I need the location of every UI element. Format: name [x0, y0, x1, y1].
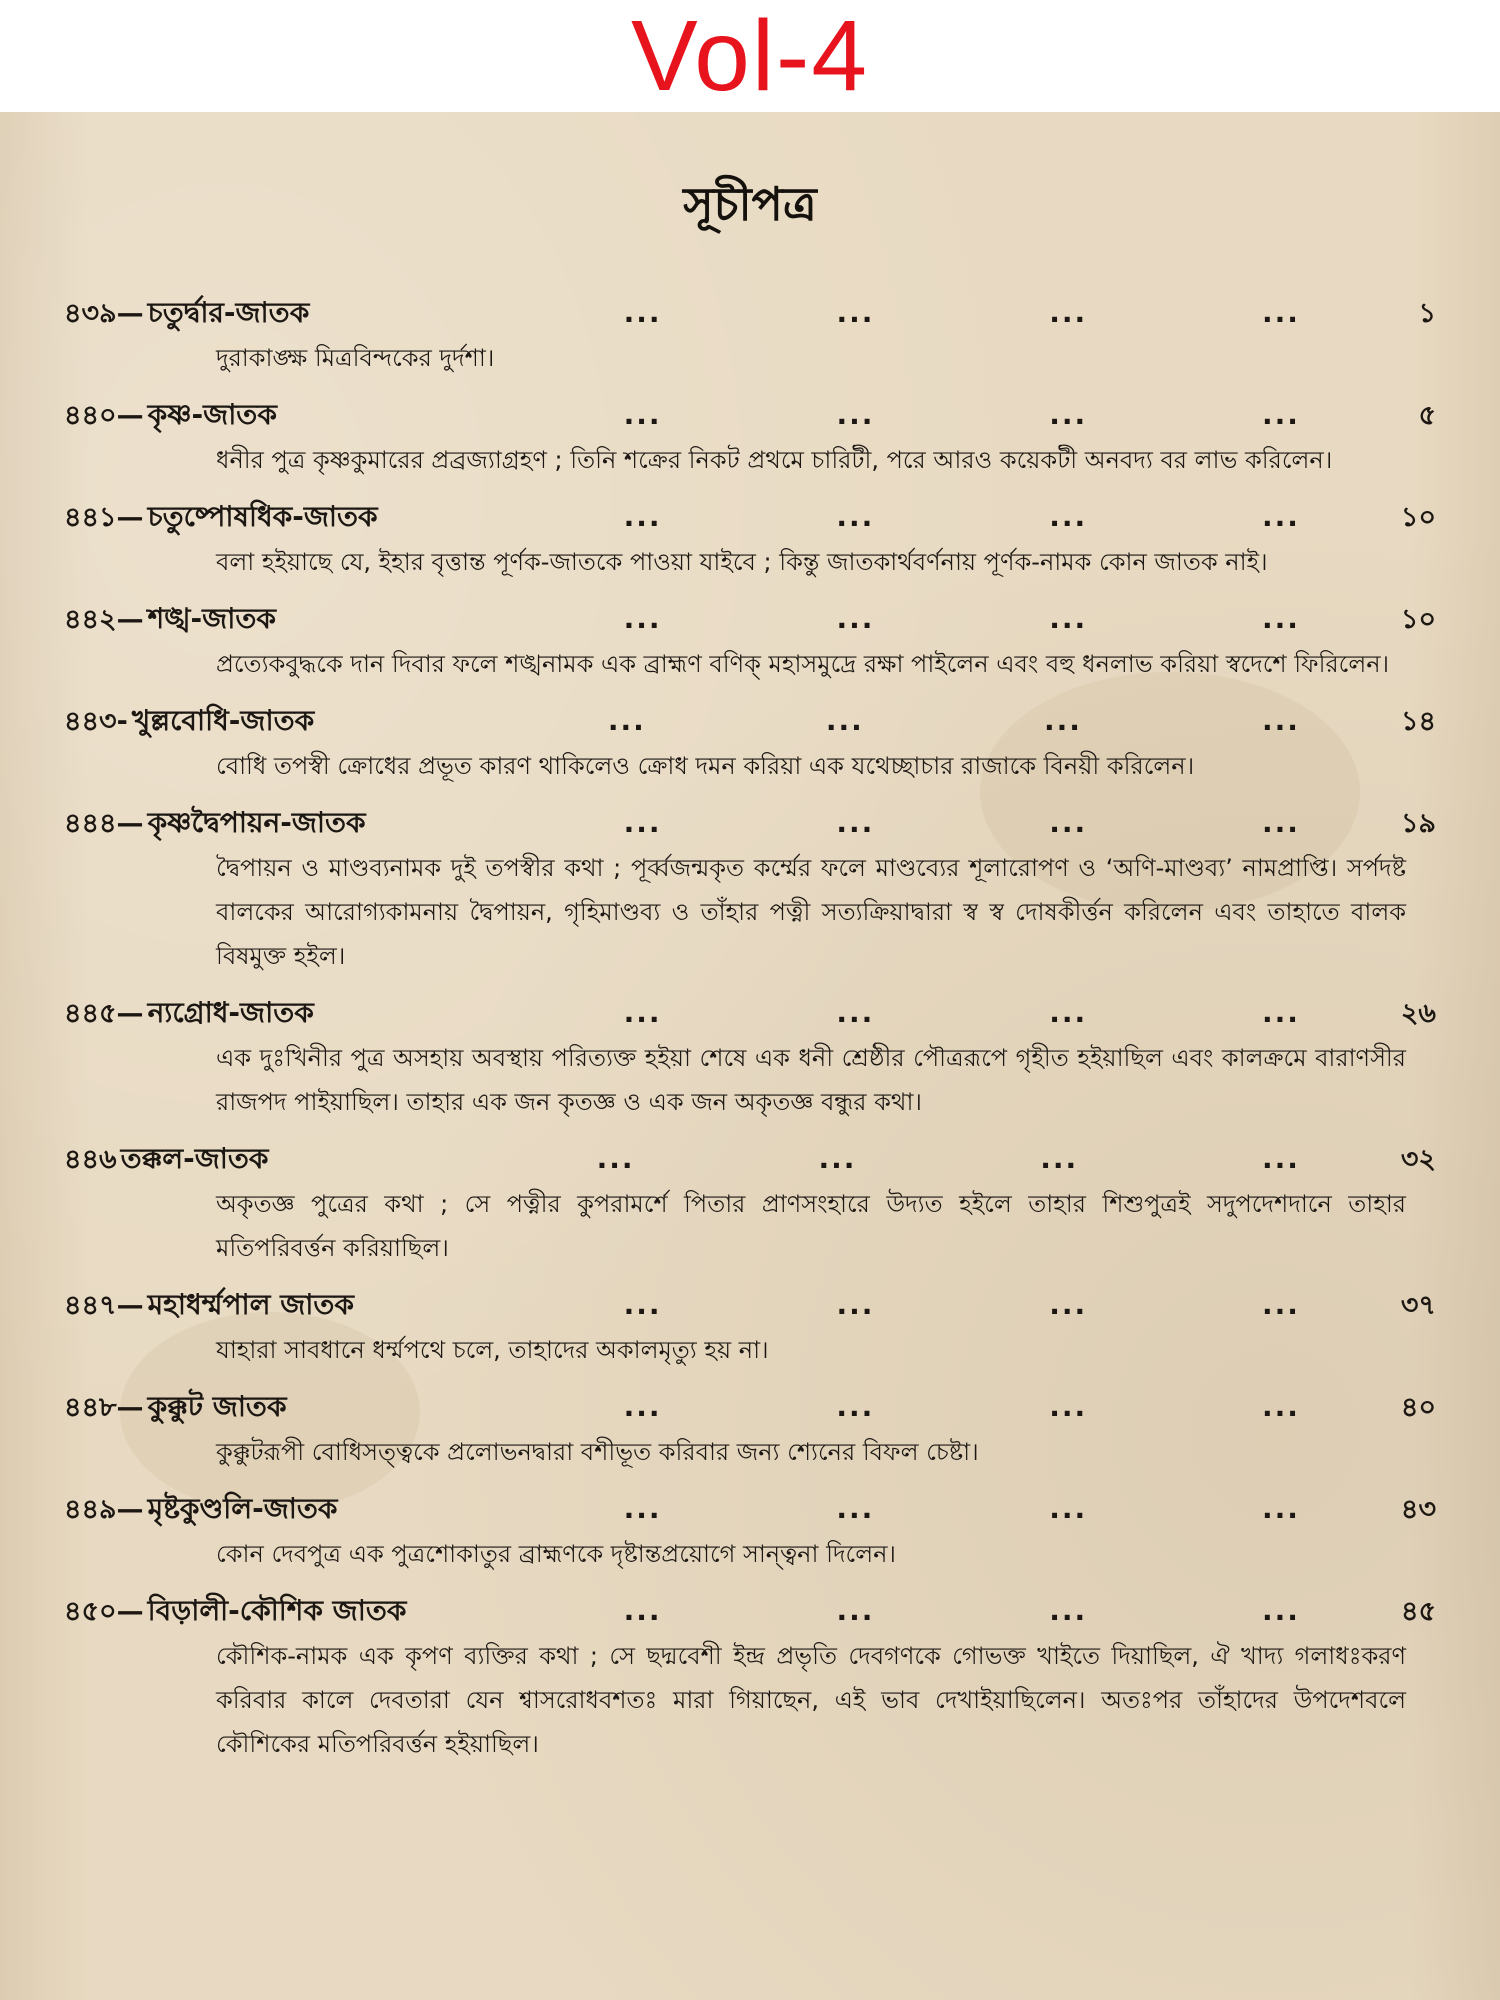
- dot-leader: [568, 990, 1376, 1036]
- dot-leader: [568, 596, 1376, 642]
- entry-number: ৪৪১—: [64, 502, 144, 533]
- dot-leader: [552, 698, 1376, 744]
- entry-title: চতুষ্পোষধিক-জাতক: [147, 500, 378, 533]
- entry-title: তক্কল-জাতক: [120, 1142, 269, 1175]
- entry-number: ৪৪৮—: [64, 1392, 144, 1423]
- leader-dots: ...: [836, 296, 875, 329]
- dot-leader: [568, 800, 1376, 846]
- leader-dots: ...: [825, 704, 864, 737]
- leader-dots: ...: [1262, 602, 1300, 635]
- entry-number: ৪৪৬: [64, 1144, 117, 1175]
- leader-dots: ...: [623, 500, 662, 533]
- leader-dots: ...: [836, 806, 875, 839]
- entry-number: ৪৪৪—: [64, 808, 144, 839]
- dot-leader: [568, 1588, 1376, 1634]
- leader-dots: ...: [623, 398, 662, 431]
- leader-dots: ...: [1262, 996, 1300, 1029]
- leader-dots: ...: [836, 996, 875, 1029]
- leader-dots: ...: [623, 1288, 662, 1321]
- entry-number: ৪৫০—: [64, 1596, 144, 1627]
- entry-page-number: ২৬: [1400, 998, 1436, 1029]
- dot-leader: [568, 1384, 1376, 1430]
- entry-number: ৪৩৯—: [64, 298, 144, 329]
- leader-dots: ...: [836, 398, 875, 431]
- entry-heading-row: [64, 1282, 1436, 1328]
- entry-description: ধনীর পুত্র কৃষ্ণকুমারের প্রব্রজ্যাগ্রহণ ; তিনি শক্রের নিকট প্রথমে চারিটী, পরে আরও কয়েকটী অনবদ্য বর লাভ করিলেন।: [216, 446, 1333, 474]
- contents-list: [64, 290, 1436, 1778]
- leader-dots: ...: [1262, 296, 1300, 329]
- entry-heading-row: [64, 800, 1436, 846]
- entry-number: ৪৪৭—: [64, 1290, 144, 1321]
- entry-page-number: ১৯: [1400, 808, 1436, 839]
- dot-leader: [568, 494, 1376, 540]
- entry-heading-row: [64, 698, 1436, 744]
- entry-number: ৪৪৯—: [64, 1494, 144, 1525]
- entry-page-number: ১: [1418, 298, 1436, 329]
- entry-number: ৪৪২—: [64, 604, 144, 635]
- leader-dots: ...: [607, 704, 646, 737]
- entry-heading-row: [64, 494, 1436, 540]
- entry-page-number: ৪৩: [1400, 1494, 1436, 1525]
- entry-page-number: ৫: [1418, 400, 1436, 431]
- dot-leader: [568, 1486, 1376, 1532]
- entry-page-number: ১০: [1400, 502, 1436, 533]
- entry-number: ৪৪৩-: [64, 706, 128, 737]
- entry-number: ৪৪০—: [64, 400, 144, 431]
- entry-heading-row: [64, 392, 1436, 438]
- contents-entry: [64, 1136, 1436, 1270]
- entry-heading-row: [64, 990, 1436, 1036]
- volume-title: Vol-4: [631, 0, 869, 112]
- contents-entry: [64, 494, 1436, 584]
- entry-number: ৪৪৫—: [64, 998, 144, 1029]
- dot-leader: [568, 290, 1376, 336]
- leader-dots: ...: [836, 602, 875, 635]
- leader-dots: ...: [623, 1390, 662, 1423]
- leader-dots: ...: [596, 1142, 635, 1175]
- leader-dots: ...: [1049, 296, 1088, 329]
- entry-description: প্রত্যেকবুদ্ধকে দান দিবার ফলে শঙ্খনামক এক ব্রাহ্মণ বণিক্‌ মহাসমুদ্রে রক্ষা পাইলেন এবং বহু ধনলাভ করিয়া স্বদেশে ফিরিলেন।: [216, 650, 1390, 678]
- leader-dots: ...: [1262, 704, 1300, 737]
- volume-banner: [0, 0, 1500, 112]
- contents-entry: [64, 1282, 1436, 1372]
- leader-dots: ...: [836, 1492, 875, 1525]
- leader-dots: ...: [623, 806, 662, 839]
- leader-dots: ...: [836, 1288, 875, 1321]
- book-page: [0, 112, 1500, 2000]
- leader-dots: ...: [623, 1594, 662, 1627]
- entry-heading-row: [64, 1486, 1436, 1532]
- leader-dots: ...: [1049, 806, 1088, 839]
- entry-title: মহাধর্ম্মপাল জাতক: [147, 1288, 354, 1321]
- leader-dots: ...: [623, 296, 662, 329]
- entry-description: দ্বৈপায়ন ও মাণ্ডব্যনামক দুই তপস্বীর কথা ; পূর্ব্বজন্মকৃত কর্ম্মের ফলে মাণ্ডব্যের শূলারোপণ ও ‘অণি-মাণ্ডব্য’ নামপ্রাপ্তি। সর্পদষ্ট বালকের আরোগ্যকামনায় দ্বৈপায়ন, গৃহিমাণ্ডব্য ও তাঁহার পত্নী সত্যক্রিয়াদ্বারা স্ব স্ব দোষকীর্ত্তন করিলেন এবং তাহাতে বালক বিষমুক্ত হইল।: [216, 854, 1406, 970]
- entry-heading-row: [64, 1588, 1436, 1634]
- entry-page-number: ৪০: [1400, 1392, 1436, 1423]
- dot-leader: [568, 392, 1376, 438]
- contents-heading: সূচীপত্র: [683, 177, 817, 231]
- contents-entry: [64, 990, 1436, 1124]
- leader-dots: ...: [836, 1390, 875, 1423]
- contents-entry: [64, 1486, 1436, 1576]
- entry-description: যাহারা সাবধানে ধর্ম্মপথে চলে, তাহাদের অকালমৃত্যু হয় না।: [216, 1336, 769, 1364]
- contents-entry: [64, 392, 1436, 482]
- entry-heading-row: [64, 290, 1436, 336]
- entry-description: এক দুঃখিনীর পুত্র অসহায় অবস্থায় পরিত্যক্ত হইয়া শেষে এক ধনী শ্রেষ্ঠীর পৌত্ররূপে গৃহীত হইয়াছিল এবং কালক্রমে বারাণসীর রাজপদ পাইয়াছিল। তাহার এক জন কৃতজ্ঞ ও এক জন অকৃতজ্ঞ বন্ধুর কথা।: [216, 1044, 1406, 1116]
- leader-dots: ...: [1049, 1492, 1088, 1525]
- entry-title: কৃষ্ণদ্বৈপায়ন-জাতক: [147, 806, 366, 839]
- entry-heading-row: [64, 1136, 1436, 1182]
- entry-description: বোধি তপস্বী ক্রোধের প্রভূত কারণ থাকিলেও ক্রোধ দমন করিয়া এক যথেচ্ছাচার রাজাকে বিনয়ী করিলেন।: [216, 752, 1195, 780]
- leader-dots: ...: [1262, 1142, 1300, 1175]
- contents-entry: [64, 1588, 1436, 1766]
- leader-dots: ...: [1262, 1288, 1300, 1321]
- entry-description: কুক্কুটরূপী বোধিসত্ত্বকে প্রলোভনদ্বারা বশীভূত করিবার জন্য শ্যেনের বিফল চেষ্টা।: [216, 1438, 979, 1466]
- leader-dots: ...: [818, 1142, 857, 1175]
- leader-dots: ...: [1040, 1142, 1079, 1175]
- leader-dots: ...: [1049, 1288, 1088, 1321]
- entry-page-number: ৩২: [1400, 1144, 1436, 1175]
- leader-dots: ...: [1049, 1390, 1088, 1423]
- entry-page-number: ৩৭: [1400, 1290, 1436, 1321]
- contents-entry: [64, 698, 1436, 788]
- leader-dots: ...: [836, 1594, 875, 1627]
- entry-title: ন্যগ্রোধ-জাতক: [147, 996, 314, 1029]
- leader-dots: ...: [1049, 398, 1088, 431]
- entry-title: খুল্লবোধি-জাতক: [131, 704, 315, 737]
- leader-dots: ...: [1049, 996, 1088, 1029]
- leader-dots: ...: [623, 996, 662, 1029]
- leader-dots: ...: [1043, 704, 1082, 737]
- entry-title: বিড়ালী-কৌশিক জাতক: [147, 1594, 407, 1627]
- entry-title: শঙ্খ-জাতক: [147, 602, 276, 635]
- dot-leader: [568, 1282, 1376, 1328]
- contents-entry: [64, 290, 1436, 380]
- entry-title: মৃষ্টকুণ্ডলি-জাতক: [147, 1492, 338, 1525]
- leader-dots: ...: [1049, 602, 1088, 635]
- leader-dots: ...: [1049, 500, 1088, 533]
- leader-dots: ...: [1262, 806, 1300, 839]
- entry-description: অকৃতজ্ঞ পুত্রের কথা ; সে পত্নীর কুপরামর্শে পিতার প্রাণসংহারে উদ্যত হইলে তাহার শিশুপুত্রই সদুপদেশদানে তাহার মতিপরিবর্ত্তন করিয়াছিল।: [216, 1190, 1406, 1262]
- entry-description: কৌশিক-নামক এক কৃপণ ব্যক্তির কথা ; সে ছদ্মবেশী ইন্দ্র প্রভৃতি দেবগণকে গোভক্ত খাইতে দিয়াছিল, ঐ খাদ্য গলাধঃকরণ করিবার কালে দেবতারা যেন শ্বাসরোধবশতঃ মারা গিয়াছেন, এই ভাব দেখাইয়াছিলেন। অতঃপর তাঁহাদের উপদেশবলে কৌশিকের মতিপরিবর্ত্তন হইয়াছিল।: [216, 1642, 1406, 1758]
- leader-dots: ...: [1262, 500, 1300, 533]
- entry-page-number: ১০: [1400, 604, 1436, 635]
- leader-dots: ...: [836, 500, 875, 533]
- entry-title: কুক্কুট জাতক: [147, 1390, 287, 1423]
- leader-dots: ...: [1262, 398, 1300, 431]
- entry-heading-row: [64, 1384, 1436, 1430]
- leader-dots: ...: [1262, 1390, 1300, 1423]
- entry-description: দুরাকাঙ্ক্ষ মিত্রবিন্দকের দুর্দশা।: [216, 344, 495, 372]
- entry-page-number: ১৪: [1400, 706, 1436, 737]
- leader-dots: ...: [1049, 1594, 1088, 1627]
- leader-dots: ...: [623, 602, 662, 635]
- leader-dots: ...: [1262, 1594, 1300, 1627]
- entry-title: চতুর্দ্বার-জাতক: [147, 296, 310, 329]
- entry-page-number: ৪৫: [1400, 1596, 1436, 1627]
- entry-heading-row: [64, 596, 1436, 642]
- dot-leader: [541, 1136, 1376, 1182]
- leader-dots: ...: [623, 1492, 662, 1525]
- entry-description: কোন দেবপুত্র এক পুত্রশোকাতুর ব্রাহ্মণকে দৃষ্টান্তপ্রয়োগে সান্ত্বনা দিলেন।: [216, 1540, 896, 1568]
- contents-entry: [64, 596, 1436, 686]
- contents-entry: [64, 800, 1436, 978]
- contents-entry: [64, 1384, 1436, 1474]
- entry-title: কৃষ্ণ-জাতক: [147, 398, 277, 431]
- leader-dots: ...: [1262, 1492, 1300, 1525]
- entry-description: বলা হইয়াছে যে, ইহার বৃত্তান্ত পূর্ণক-জাতকে পাওয়া যাইবে ; কিন্তু জাতকার্থবর্ণনায় পূর্ণক-নামক কোন জাতক নাই।: [216, 548, 1268, 576]
